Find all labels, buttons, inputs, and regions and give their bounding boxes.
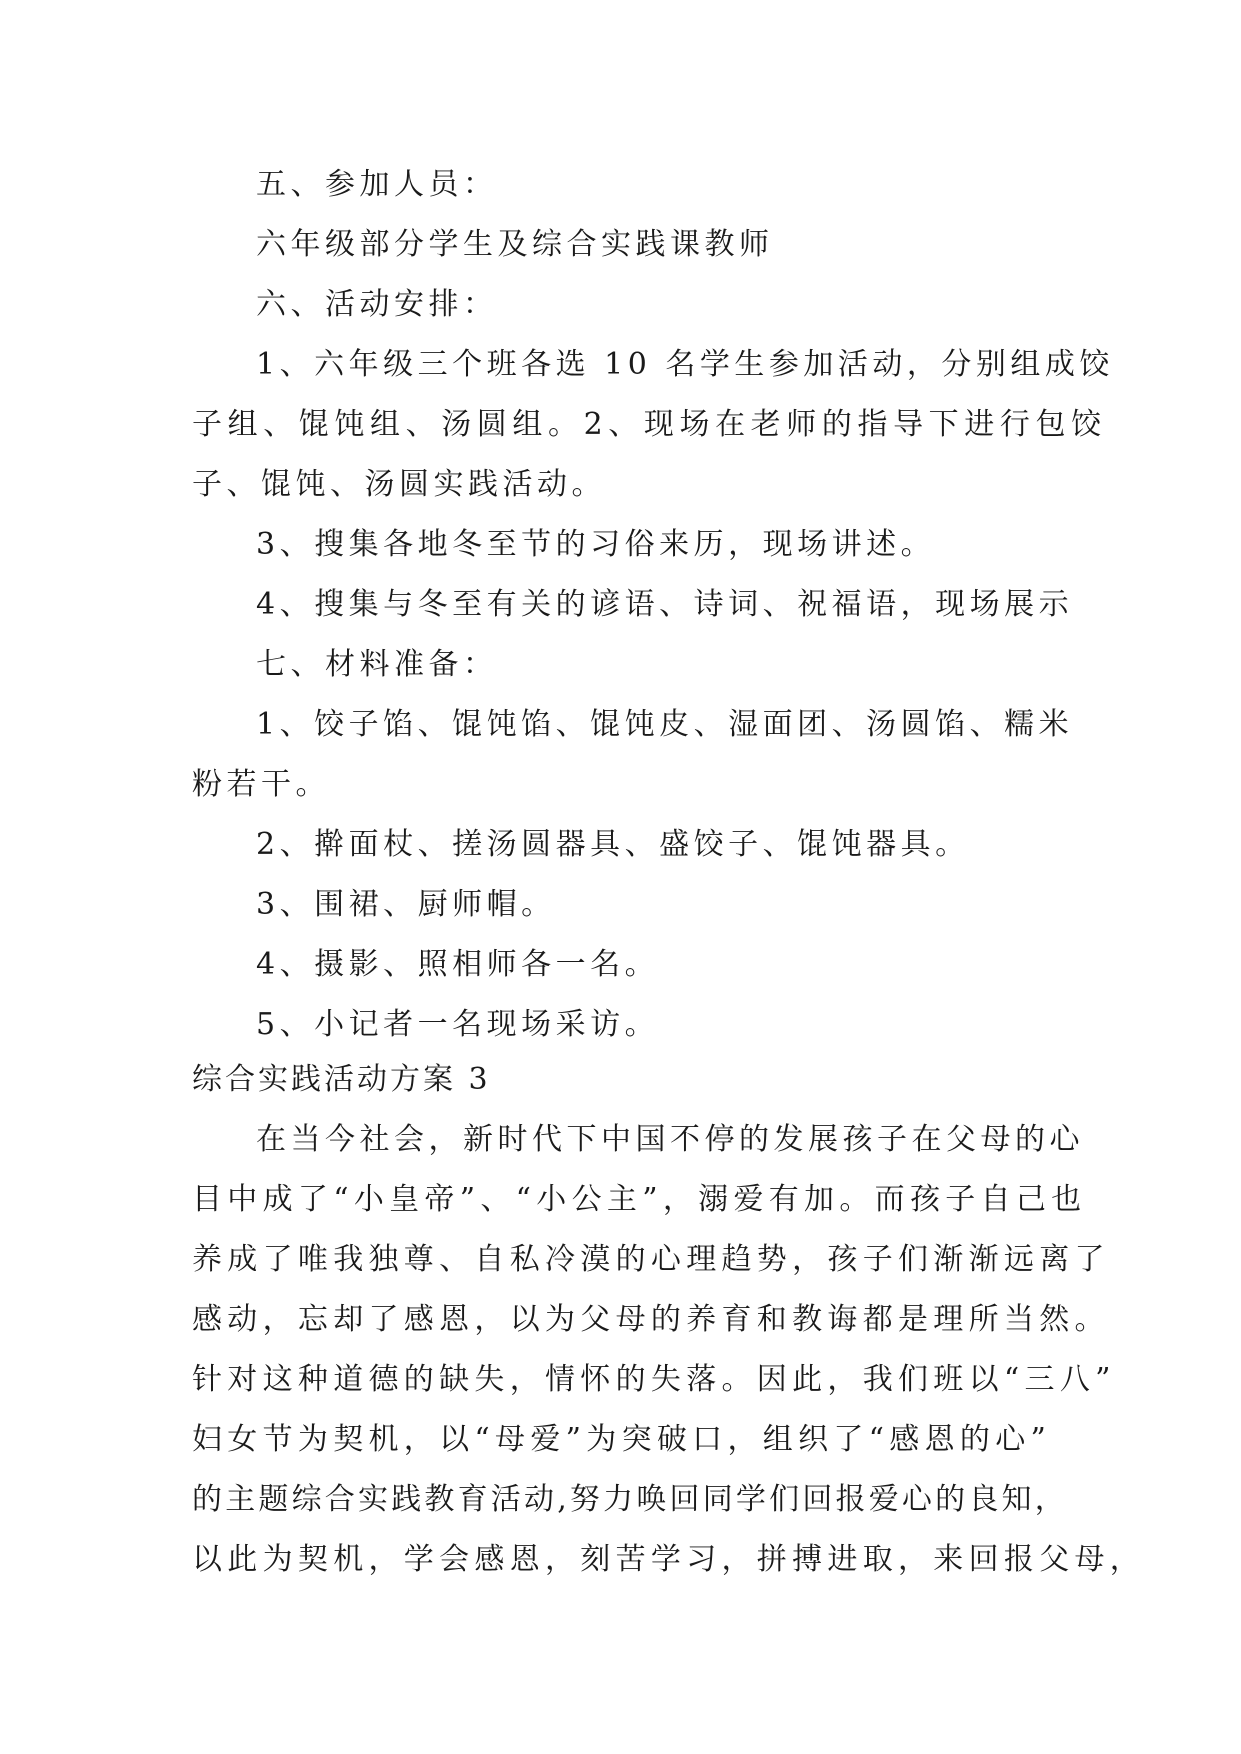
paragraph-line: 在当今社会，新时代下中国不停的发展孩子在父母的心 — [256, 1122, 1084, 1157]
section-heading-schedule: 六、活动安排： — [256, 287, 498, 322]
paragraph-line: 六年级部分学生及综合实践课教师 — [256, 227, 774, 262]
paragraph-line: 1、饺子馅、馄饨馅、馄饨皮、湿面团、汤圆馅、糯米 — [256, 707, 1074, 742]
paragraph-line: 4、搜集与冬至有关的谚语、诗词、祝福语，现场展示 — [256, 587, 1074, 622]
paragraph-line: 1、六年级三个班各选 10 名学生参加活动，分别组成饺 — [256, 347, 1114, 382]
section-heading-materials: 七、材料准备： — [256, 647, 498, 682]
paragraph-line: 目中成了“小皇帝”、“小公主”，溺爱有加。而孩子自己也 — [192, 1182, 1087, 1217]
paragraph-line: 3、搜集各地冬至节的习俗来历，现场讲述。 — [256, 527, 936, 562]
paragraph-line: 以此为契机，学会感恩，刻苦学习，拼搏进取，来回报父母， — [192, 1542, 1146, 1577]
paragraph-line: 子组、馄饨组、汤圆组。2、现场在老师的指导下进行包饺 — [192, 407, 1107, 442]
paragraph-line: 感动，忘却了感恩，以为父母的养育和教诲都是理所当然。 — [192, 1302, 1110, 1337]
document-section-title: 综合实践活动方案 3 — [192, 1062, 491, 1097]
paragraph-line: 子、馄饨、汤圆实践活动。 — [192, 467, 606, 502]
section-heading-participants: 五、参加人员： — [256, 167, 498, 202]
paragraph-line: 4、摄影、照相师各一名。 — [256, 947, 660, 982]
paragraph-line: 的主题综合实践教育活动,努力唤回同学们回报爱心的良知， — [192, 1482, 1068, 1517]
paragraph-line: 养成了唯我独尊、自私冷漠的心理趋势，孩子们渐渐远离了 — [192, 1242, 1110, 1277]
paragraph-line: 粉若干。 — [192, 767, 330, 802]
paragraph-line: 针对这种道德的缺失，情怀的失落。因此，我们班以“三八” — [192, 1362, 1116, 1397]
paragraph-line: 妇女节为契机，以“母爱”为突破口，组织了“感恩的心” — [192, 1422, 1052, 1457]
paragraph-line: 2、擀面杖、搓汤圆器具、盛饺子、馄饨器具。 — [256, 827, 970, 862]
paragraph-line: 5、小记者一名现场采访。 — [256, 1007, 660, 1042]
paragraph-line: 3、围裙、厨师帽。 — [256, 887, 556, 922]
